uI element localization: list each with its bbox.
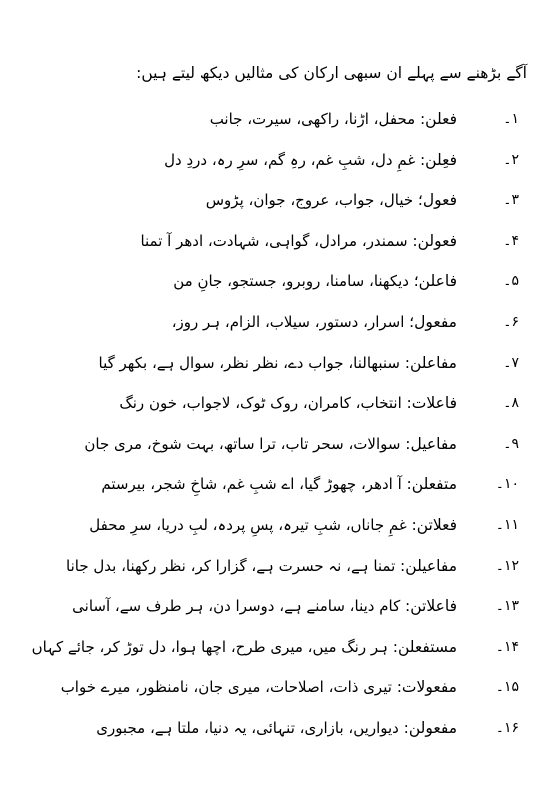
- meter-examples: کام دینا، سامنے ہے، دوسرا دن، ہر طرف سے، آسانی: [72, 597, 401, 616]
- item-content: [61, 675, 457, 699]
- item-number: ۱۶۔: [495, 719, 519, 736]
- meter-item: [39, 344, 519, 385]
- item-content: [99, 351, 457, 375]
- meter-item: [39, 587, 519, 628]
- meter-term: مفاعلن:: [404, 353, 457, 372]
- meter-term: فعِلن:: [419, 150, 457, 169]
- meter-examples: سنبھالنا، جواب دے، نظر نظر، سوال ہے، بکھر گیا: [98, 353, 400, 372]
- meter-item: [39, 465, 519, 506]
- meter-term: مفعول؛: [409, 312, 457, 331]
- meter-item: [39, 303, 519, 344]
- meter-examples: تیری ذات، اصلاحات، میری جان، نامنظور، میرے خواب: [60, 678, 392, 697]
- item-content: [84, 432, 457, 456]
- meter-term: فعلاتن:: [411, 515, 457, 534]
- meter-list: [31, 100, 519, 750]
- item-content: [32, 635, 457, 659]
- item-content: [206, 188, 457, 212]
- meter-examples: اسرار، دستور، سیلاب، الزام، ہر روز،: [171, 312, 405, 331]
- meter-examples: دیکھنا، سامنا، روبرو، جستجو، جانِ من: [173, 272, 409, 291]
- item-number: ۵۔: [503, 273, 519, 290]
- meter-examples: آ ادھر، چھوڑ گیا، اے شبِ غم، شاخِ شجر، بیرستم: [101, 475, 402, 494]
- item-number: ۲۔: [503, 151, 519, 168]
- meter-term: فاعلن؛: [413, 272, 457, 291]
- meter-term: مفاعیل:: [405, 434, 457, 453]
- meter-examples: سوالات، سحر تاب، ترا ساتھ، بہت شوخ، مری جان: [84, 434, 401, 453]
- meter-examples: غمِ دل، شبِ غم، رہِ گم، سرِ رہ، دردِ دل: [164, 150, 416, 169]
- meter-term: مفاعیلن:: [400, 556, 457, 575]
- meter-item: [39, 181, 519, 222]
- meter-item: [39, 547, 519, 588]
- meter-term: مفعولن:: [403, 718, 457, 737]
- item-content: [89, 513, 457, 537]
- item-number: ۸۔: [503, 395, 519, 412]
- meter-item: [39, 425, 519, 466]
- intro-line: آگے بڑھنے سے پہلے ان سبھی ارکان کی مثالیں دیکھ لیتے ہیں:: [136, 64, 527, 82]
- meter-examples: دیواریں، بازاری، تنہائی، یہ دنیا، ملتا ہے، مجبوری: [96, 718, 399, 737]
- item-number: ۳۔: [503, 192, 519, 209]
- meter-term: فاعلاتن:: [405, 597, 457, 616]
- meter-term: فعلن:: [419, 110, 457, 128]
- item-content: [119, 391, 457, 415]
- meter-term: فاعلات:: [406, 394, 457, 413]
- meter-item: [39, 262, 519, 303]
- item-content: [210, 107, 457, 131]
- meter-item: [31, 628, 519, 669]
- item-number: ۶۔: [503, 313, 519, 330]
- meter-examples: ہر رنگ میں، میری طرح، اچھا ہوا، دل توڑ کر، جائے کہاں: [31, 637, 388, 656]
- item-content: [66, 554, 457, 578]
- item-number: ۴۔: [503, 232, 519, 249]
- meter-item: [39, 100, 519, 141]
- item-content: [96, 716, 457, 740]
- meter-examples: غمِ جاناں، شبِ تیرہ، پسِ پردہ، لبِ دریا، سرِ محفل: [89, 515, 407, 534]
- meter-term: متفعلن:: [406, 475, 457, 494]
- item-number: ۱۴۔: [495, 638, 519, 655]
- meter-term: فعول؛: [417, 191, 457, 210]
- meter-examples: تمنا ہے، نہ حسرت ہے، گزارا کر، نظر رکھنا، بدل جانا: [66, 556, 396, 575]
- meter-term: مفعولات:: [396, 678, 457, 697]
- meter-examples: انتخاب، کامران، روک ٹوک، لاجواب، خون رنگ: [119, 394, 402, 413]
- item-number: ۱۰۔: [495, 476, 519, 493]
- meter-examples: محفل، اڑنا، راکھی، سیرت، جانب: [209, 110, 416, 128]
- meter-term: فعولن:: [412, 231, 457, 250]
- item-content: [72, 594, 457, 618]
- item-number: ۱۳۔: [495, 598, 519, 615]
- meter-examples: سمندر، مرادل، گواہی، شہادت، ادھر آ تمنا: [140, 231, 408, 250]
- item-number: ۱۵۔: [495, 679, 519, 696]
- item-content: [101, 472, 457, 496]
- meter-item: [39, 709, 519, 750]
- meter-item: [39, 668, 519, 709]
- item-content: [140, 229, 457, 253]
- item-number: ۹۔: [503, 435, 519, 452]
- meter-item: [39, 141, 519, 182]
- item-content: [164, 148, 457, 172]
- meter-item: [39, 222, 519, 263]
- meter-term: مستفعلن:: [392, 637, 457, 656]
- item-content: [172, 310, 457, 334]
- item-number: ۷۔: [503, 354, 519, 371]
- meter-item: [39, 384, 519, 425]
- item-number: ۱۱۔: [495, 516, 519, 533]
- item-number: ۱۲۔: [495, 557, 519, 574]
- meter-item: [39, 506, 519, 547]
- item-content: [173, 269, 457, 293]
- item-number: ۱۔: [503, 111, 519, 127]
- meter-examples: خیال، جواب، عروج، جوان، پڑوس: [205, 191, 414, 210]
